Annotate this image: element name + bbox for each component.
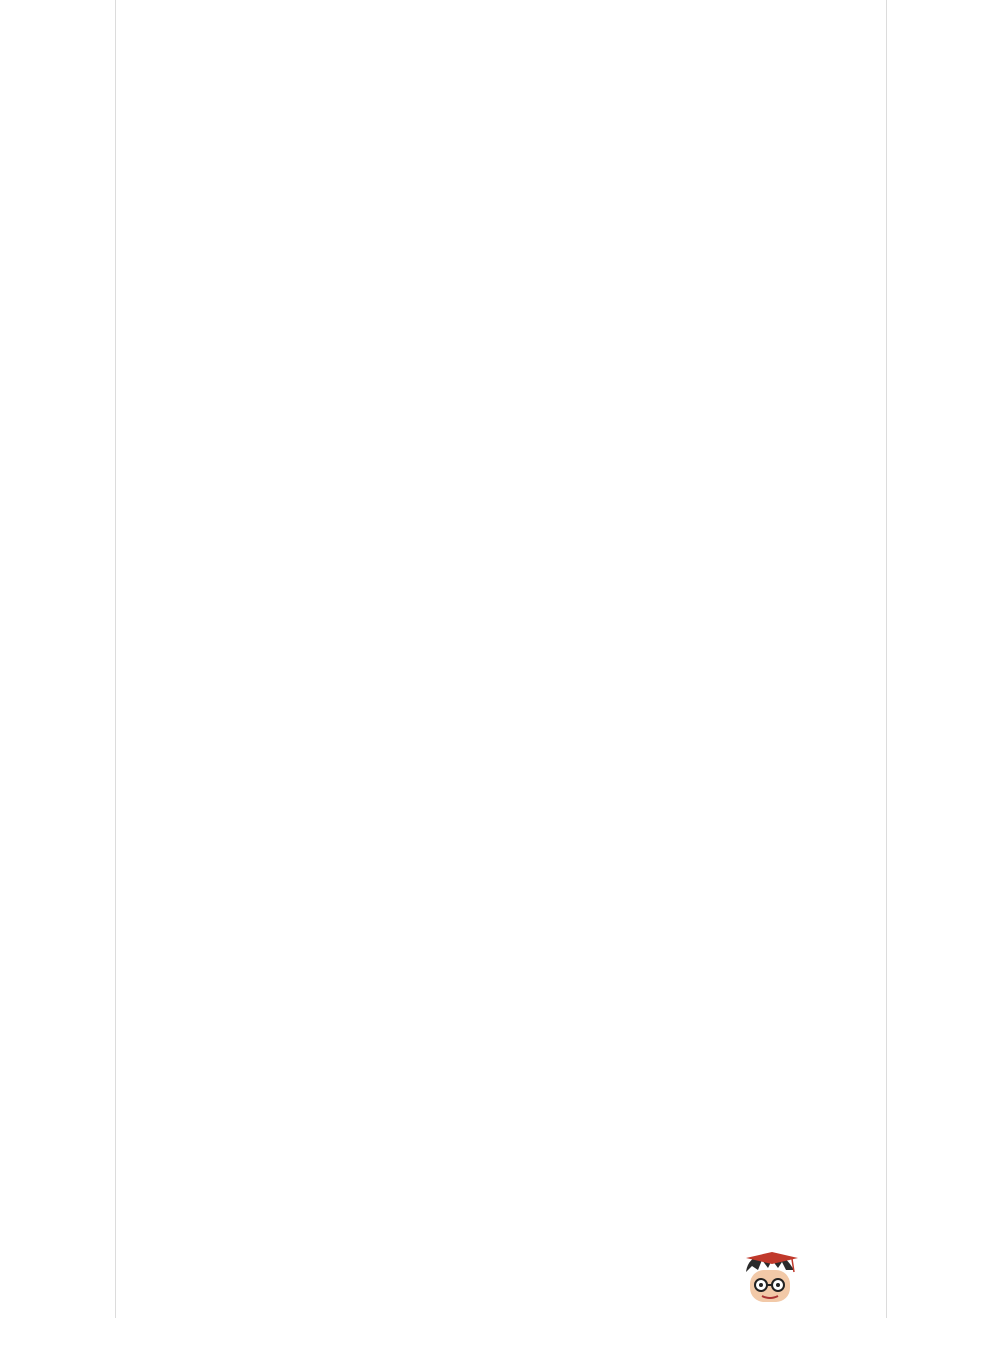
- mascot-icon: [742, 1250, 800, 1310]
- collegedunia-logo: [742, 1250, 972, 1310]
- document-page: [115, 0, 887, 1318]
